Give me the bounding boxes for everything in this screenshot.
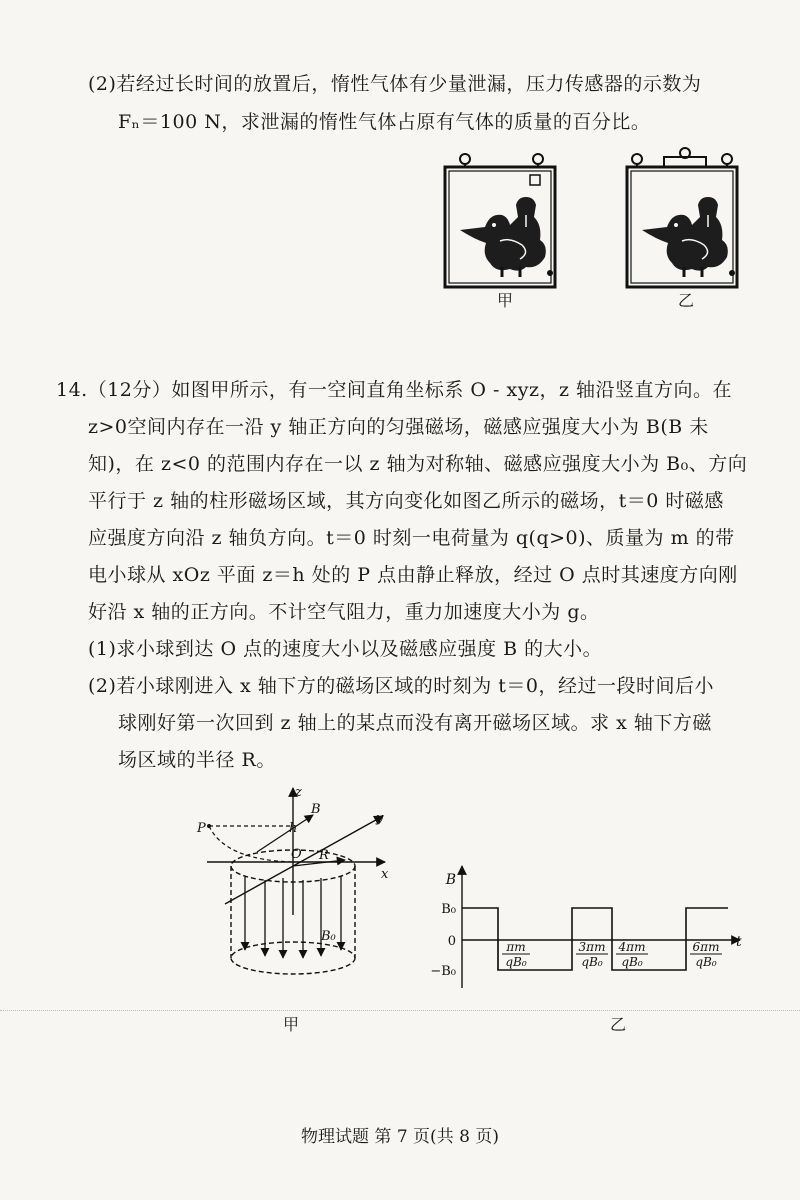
q14-line-5: 应强度方向沿 z 轴负方向。t＝0 时刻一电荷量为 q(q>0)、质量为 m 的带: [88, 527, 735, 549]
label-B0: B₀: [321, 929, 336, 944]
page-footer: 物理试题 第 7 页(共 8 页): [301, 1127, 499, 1147]
tick-den: qB₀: [695, 955, 717, 969]
case-yi: [627, 148, 737, 287]
q14-part2-line3: 场区域的半径 R。: [118, 749, 276, 771]
q14-part2-line2: 球刚好第一次回到 z 轴上的某点而没有离开磁场区域。求 x 轴下方磁: [118, 712, 712, 734]
label-P: P: [197, 821, 206, 836]
q14-part2-line1: (2)若小球刚进入 x 轴下方的磁场区域的时刻为 t＝0，经过一段时间后小: [88, 675, 714, 697]
tick-B0: B₀: [441, 902, 456, 917]
case-jia: [445, 154, 555, 287]
q14-line-1: 14.（12分）如图甲所示，有一空间直角坐标系 O - xyz，z 轴沿竖直方向。在: [56, 379, 733, 401]
tick-den: qB₀: [621, 955, 643, 969]
q14-line-3: 知)，在 z<0 的范围内存在一以 z 轴为对称轴、磁感应强度大小为 B₀、方向: [88, 453, 748, 475]
fig-label-yi: 乙: [678, 291, 695, 310]
tick-num: πm: [506, 940, 526, 954]
tick-6pi-m: [690, 940, 722, 969]
bird-vessel-icon: [460, 197, 546, 277]
q14-line-6: 电小球从 xOz 平面 z＝h 处的 P 点由静止释放，经过 O 点时其速度方向刚: [88, 564, 738, 586]
figure-jia-3d: [195, 780, 405, 1010]
tick-num: 6πm: [692, 940, 720, 954]
figure-yi-bt: [420, 860, 765, 990]
tick-3pi-m: [576, 940, 608, 969]
q14-line-7: 好沿 x 轴的正方向。不计空气阻力，重力加速度大小为 g。: [88, 601, 600, 623]
fig-label-jia: 甲: [497, 291, 514, 310]
tick-negB0: −B₀: [430, 964, 456, 979]
q13-figure: [430, 145, 760, 315]
page-divider: [0, 1010, 800, 1011]
tick-pi-m: [502, 940, 530, 969]
tick-4pi-m: [616, 940, 648, 969]
label-h: h: [289, 821, 298, 836]
axis-label-B: B: [445, 872, 456, 888]
label-y: y: [376, 811, 384, 826]
label-R: R: [319, 848, 329, 863]
fig-yi-caption: 乙: [610, 1015, 627, 1034]
tick-num: 3πm: [578, 940, 606, 954]
label-z: z: [295, 785, 302, 800]
bird-vessel-icon: [642, 197, 728, 277]
tick-0: 0: [447, 934, 456, 949]
axis-label-t: t: [736, 934, 742, 950]
q13-part2-line1: (2)若经过长时间的放置后，惰性气体有少量泄漏，压力传感器的示数为: [88, 73, 702, 95]
q14-part1: (1)求小球到达 O 点的速度大小以及磁感应强度 B 的大小。: [88, 638, 603, 660]
q13-part2-line2: Fₙ＝100 N，求泄漏的惰性气体占原有气体的质量的百分比。: [118, 111, 651, 133]
q14-line-4: 平行于 z 轴的柱形磁场区域，其方向变化如图乙所示的磁场，t＝0 时磁感: [88, 490, 724, 512]
tick-num: 4πm: [618, 940, 646, 954]
tick-den: qB₀: [505, 955, 527, 969]
tick-den: qB₀: [581, 955, 603, 969]
q14-line-2: z>0空间内存在一沿 y 轴正方向的匀强磁场，磁感应强度大小为 B(B 未: [88, 416, 709, 438]
fig-jia-caption: 甲: [283, 1015, 300, 1034]
label-B: B: [311, 802, 321, 817]
label-x: x: [381, 867, 389, 882]
label-O: O: [291, 847, 302, 862]
